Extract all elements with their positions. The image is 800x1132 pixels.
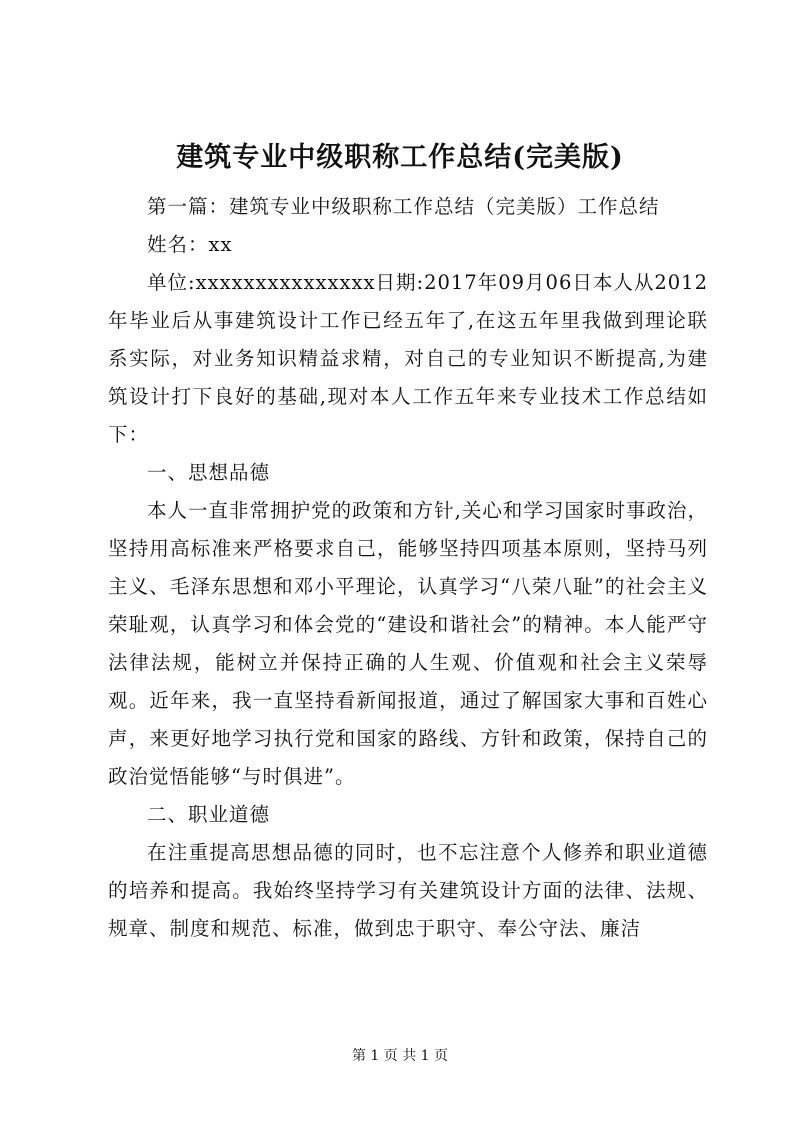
section-heading-ethics: 二、职业道德 xyxy=(147,803,271,826)
paragraph-ethics: 在注重提高思想品德的同时，也不忘注意个人修养和职业道德的培养和提高。我始终坚持学习有关建筑设计方面的法律、法规、规章、制度和规范、标准，做到忠于职守、奉公守法、廉洁 xyxy=(108,841,708,940)
document-title: 建筑专业中级职称工作总结(完美版) xyxy=(176,142,624,173)
paragraph-name: 姓名：xx xyxy=(147,233,233,256)
paragraph-intro: 单位:xxxxxxxxxxxxxxx日期:2017年09月06日本人从2012年毕业后从事建筑设计工作已经五年了,在这五年里我做到理论联系实际，对业务知识精益求精，对自己的专业知识不断提高,为建筑设计打下良好的基础,现对本人工作五年来专业技术工作总结如下： xyxy=(108,271,708,446)
page-footer: 第 1 页 共 1 页 xyxy=(351,1048,449,1064)
paragraph-ideology: 本人一直非常拥护党的政策和方针,关心和学习国家时事政治，坚持用高标准来严格要求自己，能够坚持四项基本原则，坚持马列主义、毛泽东思想和邓小平理论，认真学习“八荣八耻”的社会主义荣耻观，认真学习和体会党的“建设和谐社会”的精神。本人能严守法律法规，能树立并保持正确的人生观、价值观和社会主义荣辱观。近年来，我一直坚持看新闻报道，通过了解国家大事和百姓心声，来更好地学习执行党和国家的路线、方针和政策，保持自己的政治觉悟能够“与时俱进”。 xyxy=(108,499,708,788)
section-heading-ideology: 一、思想品德 xyxy=(147,461,271,484)
document-body xyxy=(108,188,708,948)
paragraph-subtitle: 第一篇：建筑专业中级职称工作总结（完美版）工作总结 xyxy=(147,195,660,218)
